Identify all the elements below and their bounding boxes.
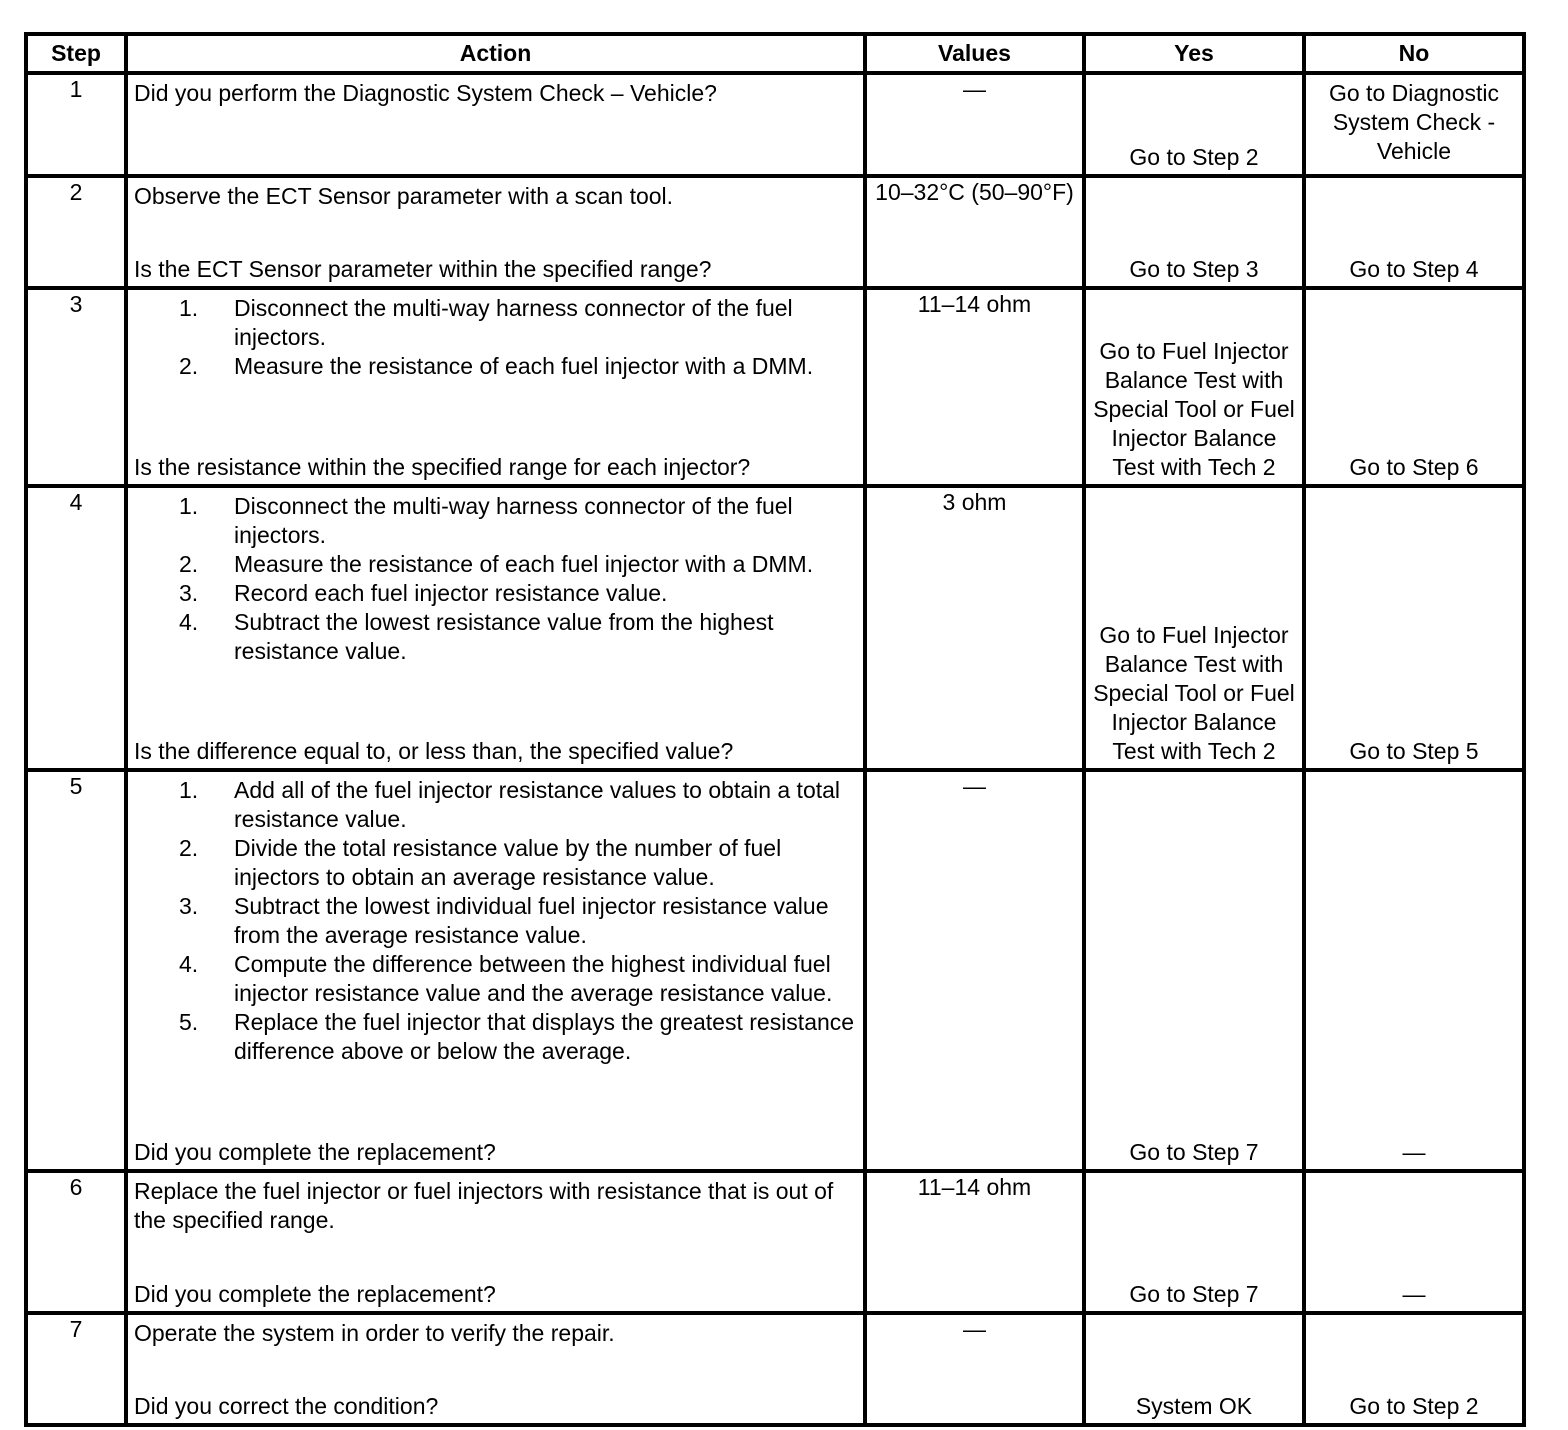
action-steps-list xyxy=(134,294,857,381)
action-cell xyxy=(126,770,865,1171)
values-cell: — xyxy=(865,73,1084,176)
no-text: Go to Step 2 xyxy=(1349,1393,1479,1419)
action-intro: Replace the fuel injector or fuel injectors with resistance that is out of the specified range. xyxy=(134,1178,834,1233)
action-intro: Did you perform the Diagnostic System Check – Vehicle? xyxy=(134,80,717,106)
list-item xyxy=(134,776,857,834)
table-row xyxy=(26,288,1524,486)
table-body xyxy=(26,73,1524,1425)
yes-cell xyxy=(1084,770,1304,1171)
action-question: Did you complete the replacement? xyxy=(134,1139,496,1165)
step-number: 6 xyxy=(26,1171,126,1313)
list-item-text: Add all of the fuel injector resistance values to obtain a total resistance value. xyxy=(234,777,841,832)
list-item xyxy=(134,550,857,579)
values-cell: 10–32°C (50–90°F) xyxy=(865,176,1084,288)
header-no: No xyxy=(1304,34,1524,73)
list-item-text: Measure the resistance of each fuel injector with a DMM. xyxy=(234,551,814,577)
action-cell xyxy=(126,486,865,770)
no-text: Go to Step 6 xyxy=(1349,454,1479,480)
list-item xyxy=(134,608,857,666)
action-cell xyxy=(126,73,865,176)
action-steps-list xyxy=(134,492,857,666)
no-cell xyxy=(1304,1313,1524,1425)
list-item xyxy=(134,1008,857,1066)
no-text: — xyxy=(1402,1281,1426,1307)
action-cell xyxy=(126,1171,865,1313)
action-cell xyxy=(126,288,865,486)
list-item xyxy=(134,579,857,608)
list-item-text: Disconnect the multi-way harness connector of the fuel injectors. xyxy=(234,295,793,350)
list-item-number: 3. xyxy=(179,580,199,606)
values-cell: 11–14 ohm xyxy=(865,288,1084,486)
list-item-number: 2. xyxy=(179,551,199,577)
list-item-number: 1. xyxy=(179,295,199,321)
action-question: Did you correct the condition? xyxy=(134,1393,439,1419)
header-values: Values xyxy=(865,34,1084,73)
table-row xyxy=(26,486,1524,770)
table-row xyxy=(26,1171,1524,1313)
list-item-text: Subtract the lowest resistance value from the highest resistance value. xyxy=(234,609,774,664)
step-number: 5 xyxy=(26,770,126,1171)
yes-cell xyxy=(1084,176,1304,288)
header-yes: Yes xyxy=(1084,34,1304,73)
yes-cell xyxy=(1084,1171,1304,1313)
list-item xyxy=(134,834,857,892)
table-row xyxy=(26,176,1524,288)
list-item-text: Divide the total resistance value by the number of fuel injectors to obtain an average resistance value. xyxy=(234,835,782,890)
table-row xyxy=(26,73,1524,176)
yes-cell xyxy=(1084,1313,1304,1425)
values-cell: 3 ohm xyxy=(865,486,1084,770)
values-cell: 11–14 ohm xyxy=(865,1171,1084,1313)
list-item-number: 5. xyxy=(179,1009,199,1035)
values-cell: — xyxy=(865,770,1084,1171)
list-item-number: 2. xyxy=(179,835,199,861)
list-item-number: 4. xyxy=(179,951,199,977)
list-item-text: Measure the resistance of each fuel injector with a DMM. xyxy=(234,353,814,379)
list-item-text: Replace the fuel injector that displays the greatest resistance difference above or below the average. xyxy=(234,1009,855,1064)
list-item-number: 1. xyxy=(179,777,199,803)
no-cell xyxy=(1304,1171,1524,1313)
header-action: Action xyxy=(126,34,865,73)
no-cell xyxy=(1304,288,1524,486)
step-number: 3 xyxy=(26,288,126,486)
yes-text: Go to Step 3 xyxy=(1129,256,1259,282)
yes-text: Go to Step 7 xyxy=(1129,1139,1259,1165)
step-number: 1 xyxy=(26,73,126,176)
step-number: 7 xyxy=(26,1313,126,1425)
diagnostic-table xyxy=(24,32,1526,1427)
no-cell xyxy=(1304,486,1524,770)
action-question: Did you complete the replacement? xyxy=(134,1281,496,1307)
list-item xyxy=(134,352,857,381)
table-row xyxy=(26,770,1524,1171)
values-cell: — xyxy=(865,1313,1084,1425)
list-item-number: 1. xyxy=(179,493,199,519)
step-number: 4 xyxy=(26,486,126,770)
yes-text: Go to Fuel Injector Balance Test with Special Tool or Fuel Injector Balance Test with Tech 2 xyxy=(1093,338,1295,480)
action-intro: Operate the system in order to verify the repair. xyxy=(134,1320,615,1346)
list-item-text: Compute the difference between the highest individual fuel injector resistance value and the average resistance value. xyxy=(234,951,833,1006)
no-text: Go to Step 5 xyxy=(1349,738,1479,764)
yes-cell xyxy=(1084,288,1304,486)
yes-text: Go to Fuel Injector Balance Test with Special Tool or Fuel Injector Balance Test with Tech 2 xyxy=(1093,622,1295,764)
yes-cell xyxy=(1084,73,1304,176)
table-row xyxy=(26,1313,1524,1425)
list-item-number: 2. xyxy=(179,353,199,379)
list-item xyxy=(134,950,857,1008)
action-question: Is the resistance within the specified range for each injector? xyxy=(134,454,751,480)
action-cell xyxy=(126,1313,865,1425)
step-number: 2 xyxy=(26,176,126,288)
no-text: — xyxy=(1402,1139,1426,1165)
yes-text: System OK xyxy=(1135,1393,1253,1419)
list-item xyxy=(134,294,857,352)
yes-text: Go to Step 7 xyxy=(1129,1281,1259,1307)
list-item-text: Disconnect the multi-way harness connector of the fuel injectors. xyxy=(234,493,793,548)
table-header-row xyxy=(26,34,1524,73)
yes-cell xyxy=(1084,486,1304,770)
list-item-number: 3. xyxy=(179,893,199,919)
list-item xyxy=(134,892,857,950)
list-item xyxy=(134,492,857,550)
no-cell xyxy=(1304,73,1524,176)
yes-text: Go to Step 2 xyxy=(1129,144,1259,170)
list-item-number: 4. xyxy=(179,609,199,635)
action-question: Is the difference equal to, or less than, the specified value? xyxy=(134,738,734,764)
no-cell xyxy=(1304,176,1524,288)
no-cell xyxy=(1304,770,1524,1171)
action-cell xyxy=(126,176,865,288)
header-step: Step xyxy=(26,34,126,73)
no-text: Go to Diagnostic System Check - Vehicle xyxy=(1328,80,1500,164)
list-item-text: Subtract the lowest individual fuel injector resistance value from the average resistance value. xyxy=(234,893,829,948)
no-text: Go to Step 4 xyxy=(1349,256,1479,282)
action-steps-list xyxy=(134,776,857,1066)
action-question: Is the ECT Sensor parameter within the specified range? xyxy=(134,256,712,282)
list-item-text: Record each fuel injector resistance value. xyxy=(234,580,668,606)
action-intro: Observe the ECT Sensor parameter with a scan tool. xyxy=(134,183,674,209)
